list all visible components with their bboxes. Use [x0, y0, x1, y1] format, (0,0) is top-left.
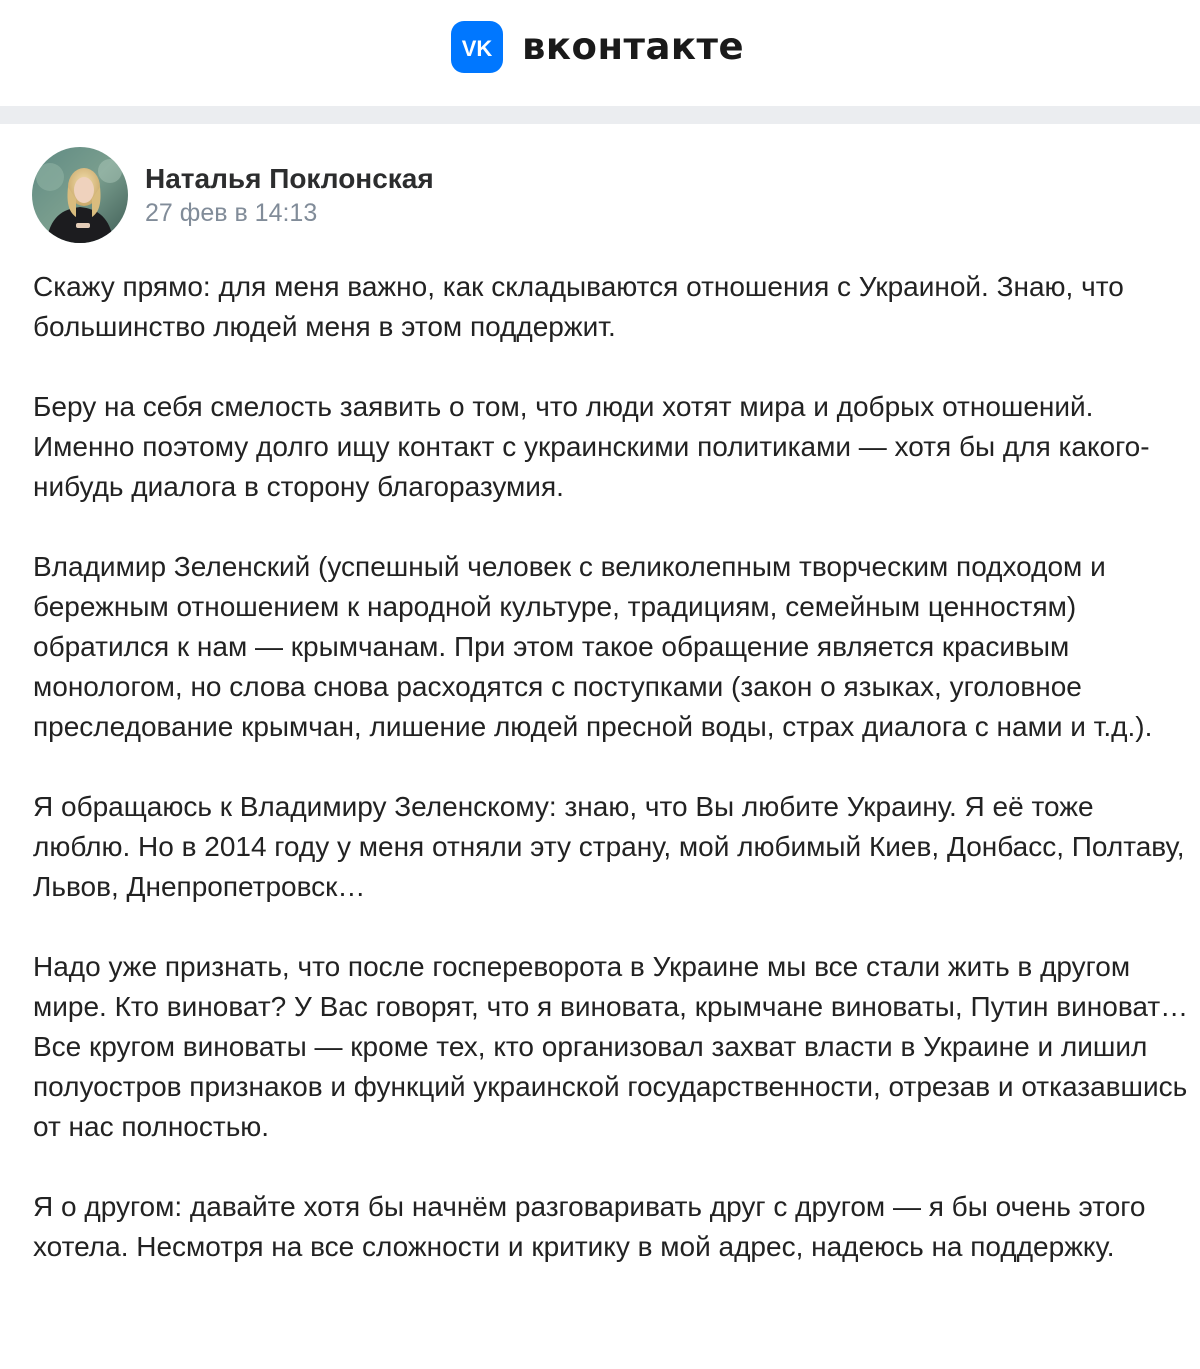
header-divider	[0, 106, 1200, 124]
vk-logo-text: VK	[461, 36, 493, 61]
post-paragraph: Я о другом: давайте хотя бы начнём разговаривать друг с другом — я бы очень этого хотела. Несмотря на все сложности и критику в мой адрес, надеюсь на поддержку.	[33, 1191, 1146, 1262]
vk-brand[interactable]	[451, 21, 744, 73]
avatar-photo	[32, 147, 128, 243]
brand-name: вконтакте	[522, 25, 745, 68]
post-date[interactable]: 27 фев в 14:13	[145, 199, 318, 227]
post-paragraph: Скажу прямо: для меня важно, как складываются отношения с Украиной. Знаю, что большинство людей меня в этом поддержит.	[33, 271, 1124, 342]
post-paragraph: Я обращаюсь к Владимиру Зеленскому: знаю, что Вы любите Украину. Я её тоже люблю. Но в 2014 году у меня отняли эту страну, мой любимый Киев, Донбасс, Полтаву, Львов, Днепропетровск…	[33, 791, 1185, 902]
site-header	[0, 0, 1200, 106]
vk-logo-icon	[451, 21, 503, 73]
post-author-name[interactable]: Наталья Поклонская	[145, 163, 434, 194]
post-paragraph: Беру на себя смелость заявить о том, что люди хотят мира и добрых отношений. Именно поэтому долго ищу контакт с украинскими политиками — хотя бы для какого-нибудь диалога в сторону благоразумия.	[33, 391, 1150, 502]
avatar[interactable]	[32, 147, 128, 243]
post-paragraph: Владимир Зеленский (успешный человек с великолепным творческим подходом и бережным отношением к народной культуре, традициям, семейным ценностям) обратился к нам — крымчанам. При этом такое обращение является красивым монологом, но слова снова расходятся с поступками (закон о языках, уголовное преследование крымчан, лишение людей пресной воды, страх диалога с нами и т.д.).	[33, 551, 1153, 742]
post-paragraph: Надо уже признать, что после госпереворота в Украине мы все стали жить в другом мире. Кто виноват? У Вас говорят, что я виновата, крымчане виноваты, Путин виноват… Все кругом виноваты — кроме тех, кто организовал захват власти в Украине и лишил полуостров признаков и функций украинской государственности, отрезав и отказавшись от нас полностью.	[33, 951, 1189, 1142]
post-text	[33, 267, 1193, 1307]
